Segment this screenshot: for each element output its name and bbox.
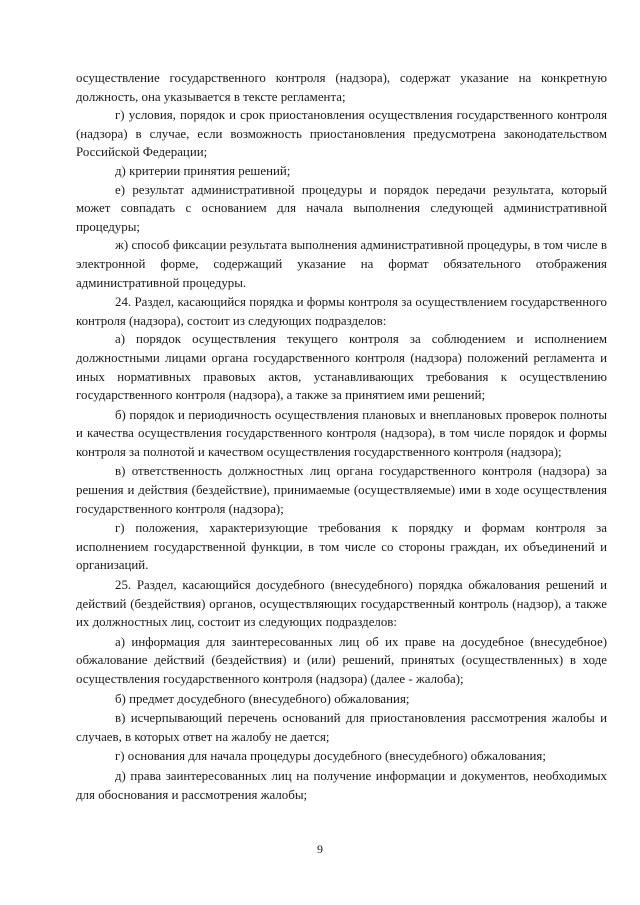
paragraph-25-item-a: а) информация для заинтересованных лиц об их праве на досудебное (внесудебное) обжалование действий (бездействия) и (или) решений, принятых (осуществленных) в ходе осуществления государственного контроля (надзора) (далее - жалоба); xyxy=(76,634,607,686)
paragraph-section-25: 25. Раздел, касающийся досудебного (внесудебного) порядка обжалования решений и действий (бездействия) органов, осуществляющих государственный контроль (надзор), а также их должностных лиц, состоит из следующих подразделов: xyxy=(76,578,607,630)
page-number: 9 xyxy=(317,842,323,856)
paragraph-24-item-b: б) порядок и периодичность осуществления плановых и внеплановых проверок полноты и качества осуществления государственного контроля (надзора), в том числе порядок и формы контроля за полнотой и качеством осуществления государственного контроля (надзора); xyxy=(76,407,607,459)
paragraph-item-d-criteria: д) критерии принятия решений; xyxy=(115,163,291,178)
paragraph-25-item-g: г) основания для начала процедуры досудебного (внесудебного) обжалования; xyxy=(115,749,546,764)
paragraph-25-item-b: б) предмет досудебного (внесудебного) обжалования; xyxy=(115,691,410,706)
paragraph-continuation: осуществление государственного контроля (надзора), содержат указание на конкретную должность, она указывается в тексте регламента; xyxy=(76,71,607,104)
paragraph-24-item-v: в) ответственность должностных лиц органа государственного контроля (надзора) за решения и действия (бездействие), принимаемые (осуществляемые) ими в ходе осуществления государственного контроля (надзора); xyxy=(76,464,607,516)
paragraph-25-item-d: д) права заинтересованных лиц на получение информации и документов, необходимых для обоснования и рассмотрения жалобы; xyxy=(76,768,607,802)
paragraph-24-item-g: г) положения, характеризующие требования к порядку и формам контроля за исполнением государственной функции, в том числе со стороны граждан, их объединений и организаций. xyxy=(76,521,607,573)
paragraph-item-g-suspension: г) условия, порядок и срок приостановления осуществления государственного контроля (надзора) в случае, если возможность приостановления предусмотрена законодательством Российской Федерации; xyxy=(76,108,607,160)
paragraph-section-24: 24. Раздел, касающийся порядка и формы контроля за осуществлением государственного контроля (надзора), состоит из следующих подразделов: xyxy=(76,295,607,328)
document-body xyxy=(76,69,607,804)
paragraph-24-item-a: а) порядок осуществления текущего контроля за соблюдением и исполнением должностными лицами органа государственного контроля (надзора) положений регламента и иных нормативных правовых актов, устанавливающих требования к осуществлению государственного контроля (надзора), а также за принятием ими решений; xyxy=(76,332,607,403)
paragraph-item-zh-recording: ж) способ фиксации результата выполнения административной процедуры, в том числе в электронной форме, содержащий указание на формат обязательного отображения административной процедуры. xyxy=(76,238,607,290)
paragraph-item-e-result: е) результат административной процедуры и порядок передачи результата, который может совпадать с основанием для начала выполнения следующей административной процедуры; xyxy=(76,182,607,234)
paragraph-25-item-v: в) исчерпывающий перечень оснований для приостановления рассмотрения жалобы и случаев, в которых ответ на жалобу не дается; xyxy=(76,711,607,744)
